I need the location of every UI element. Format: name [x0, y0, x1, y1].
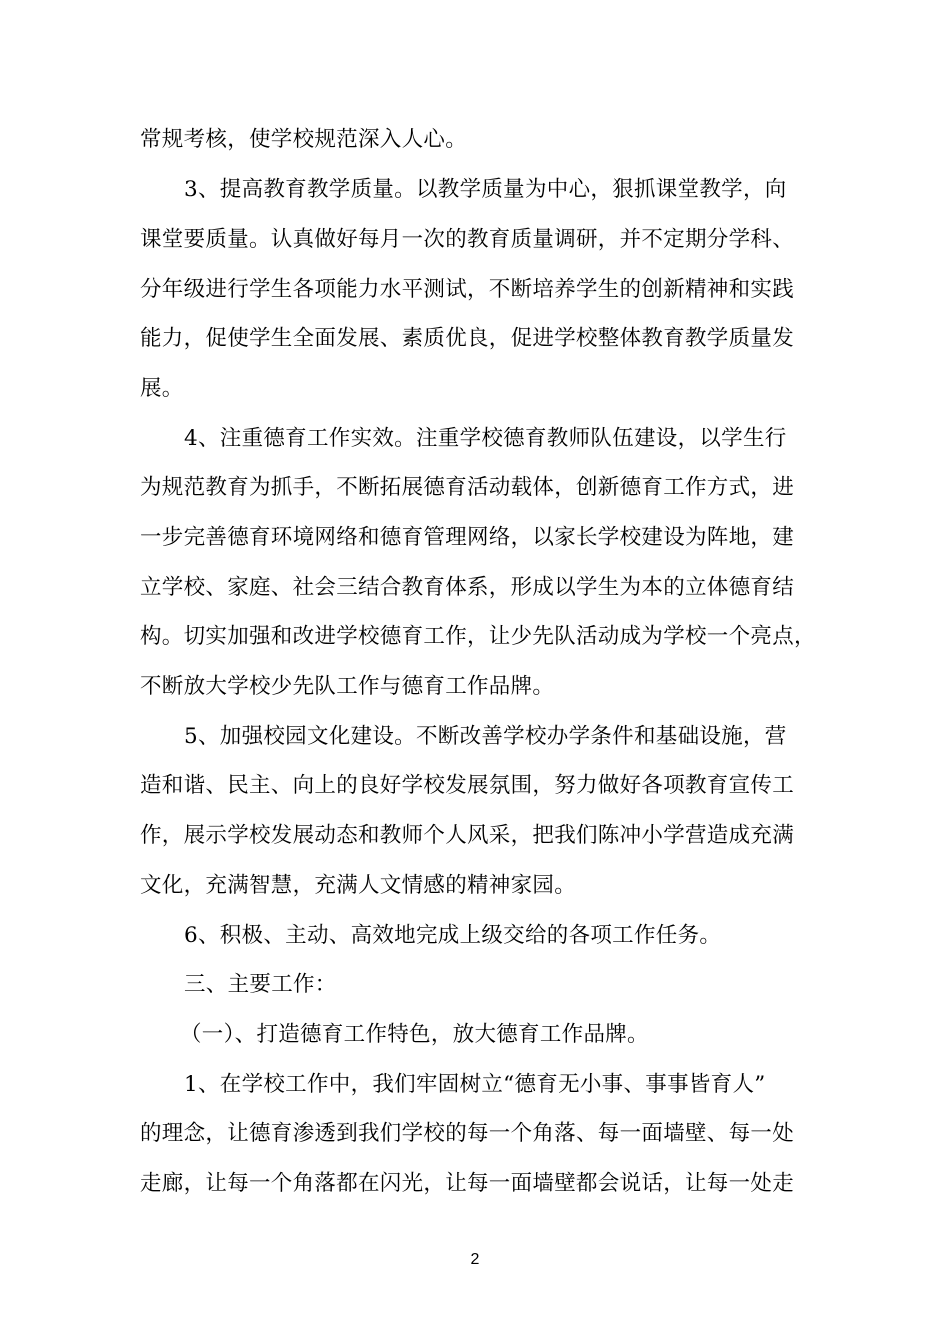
text-line: 作，展示学校发展动态和教师个人风采，把我们陈冲小学营造成充满 [140, 823, 795, 848]
text-line: 造和谐、民主、向上的良好学校发展氛围，努力做好各项教育宣传工 [140, 773, 795, 798]
text-line: 文化，充满智慧，充满人文情感的精神家园。 [140, 873, 577, 898]
text-line: 立学校、家庭、社会三结合教育体系，形成以学生为本的立体德育结 [140, 575, 795, 600]
section-heading: 三、主要工作： [184, 972, 337, 997]
text-line: 一步完善德育环境网络和德育管理网络，以家长学校建设为阵地，建 [140, 525, 795, 550]
text-line: 常规考核，使学校规范深入人心。 [140, 127, 468, 152]
text-line: 分年级进行学生各项能力水平测试，不断培养学生的创新精神和实践 [140, 277, 795, 302]
text-line: 展。 [140, 376, 184, 401]
text-line: 的理念，让德育渗透到我们学校的每一个角落、每一面墙壁、每一处 [140, 1121, 795, 1146]
text-line: 构。切实加强和改进学校德育工作，让少先队活动成为学校一个亮点， [140, 624, 816, 649]
text-line: 3、提高教育教学质量。以教学质量为中心，狠抓课堂教学，向 [184, 177, 787, 202]
subsection-heading: （一）、打造德育工作特色，放大德育工作品牌。 [180, 1022, 649, 1047]
text-line: 1、在学校工作中，我们牢固树立“德育无小事、事事皆育人” [184, 1072, 766, 1097]
page-number: 2 [470, 1251, 480, 1268]
text-line: 能力，促使学生全面发展、素质优良，促进学校整体教育教学质量发 [140, 326, 795, 351]
text-line: 课堂要质量。认真做好每月一次的教育质量调研，并不定期分学科、 [140, 227, 795, 252]
text-line: 5、加强校园文化建设。不断改善学校办学条件和基础设施，营 [184, 724, 787, 749]
text-line: 4、注重德育工作实效。注重学校德育教师队伍建设，以学生行 [184, 426, 787, 451]
text-line: 6、积极、主动、高效地完成上级交给的各项工作任务。 [184, 923, 722, 948]
text-line: 为规范教育为抓手，不断拓展德育活动载体，创新德育工作方式，进 [140, 475, 795, 500]
text-line: 不断放大学校少先队工作与德育工作品牌。 [140, 674, 555, 699]
text-line: 走廊，让每一个角落都在闪光，让每一面墙壁都会说话，让每一处走 [140, 1171, 795, 1196]
